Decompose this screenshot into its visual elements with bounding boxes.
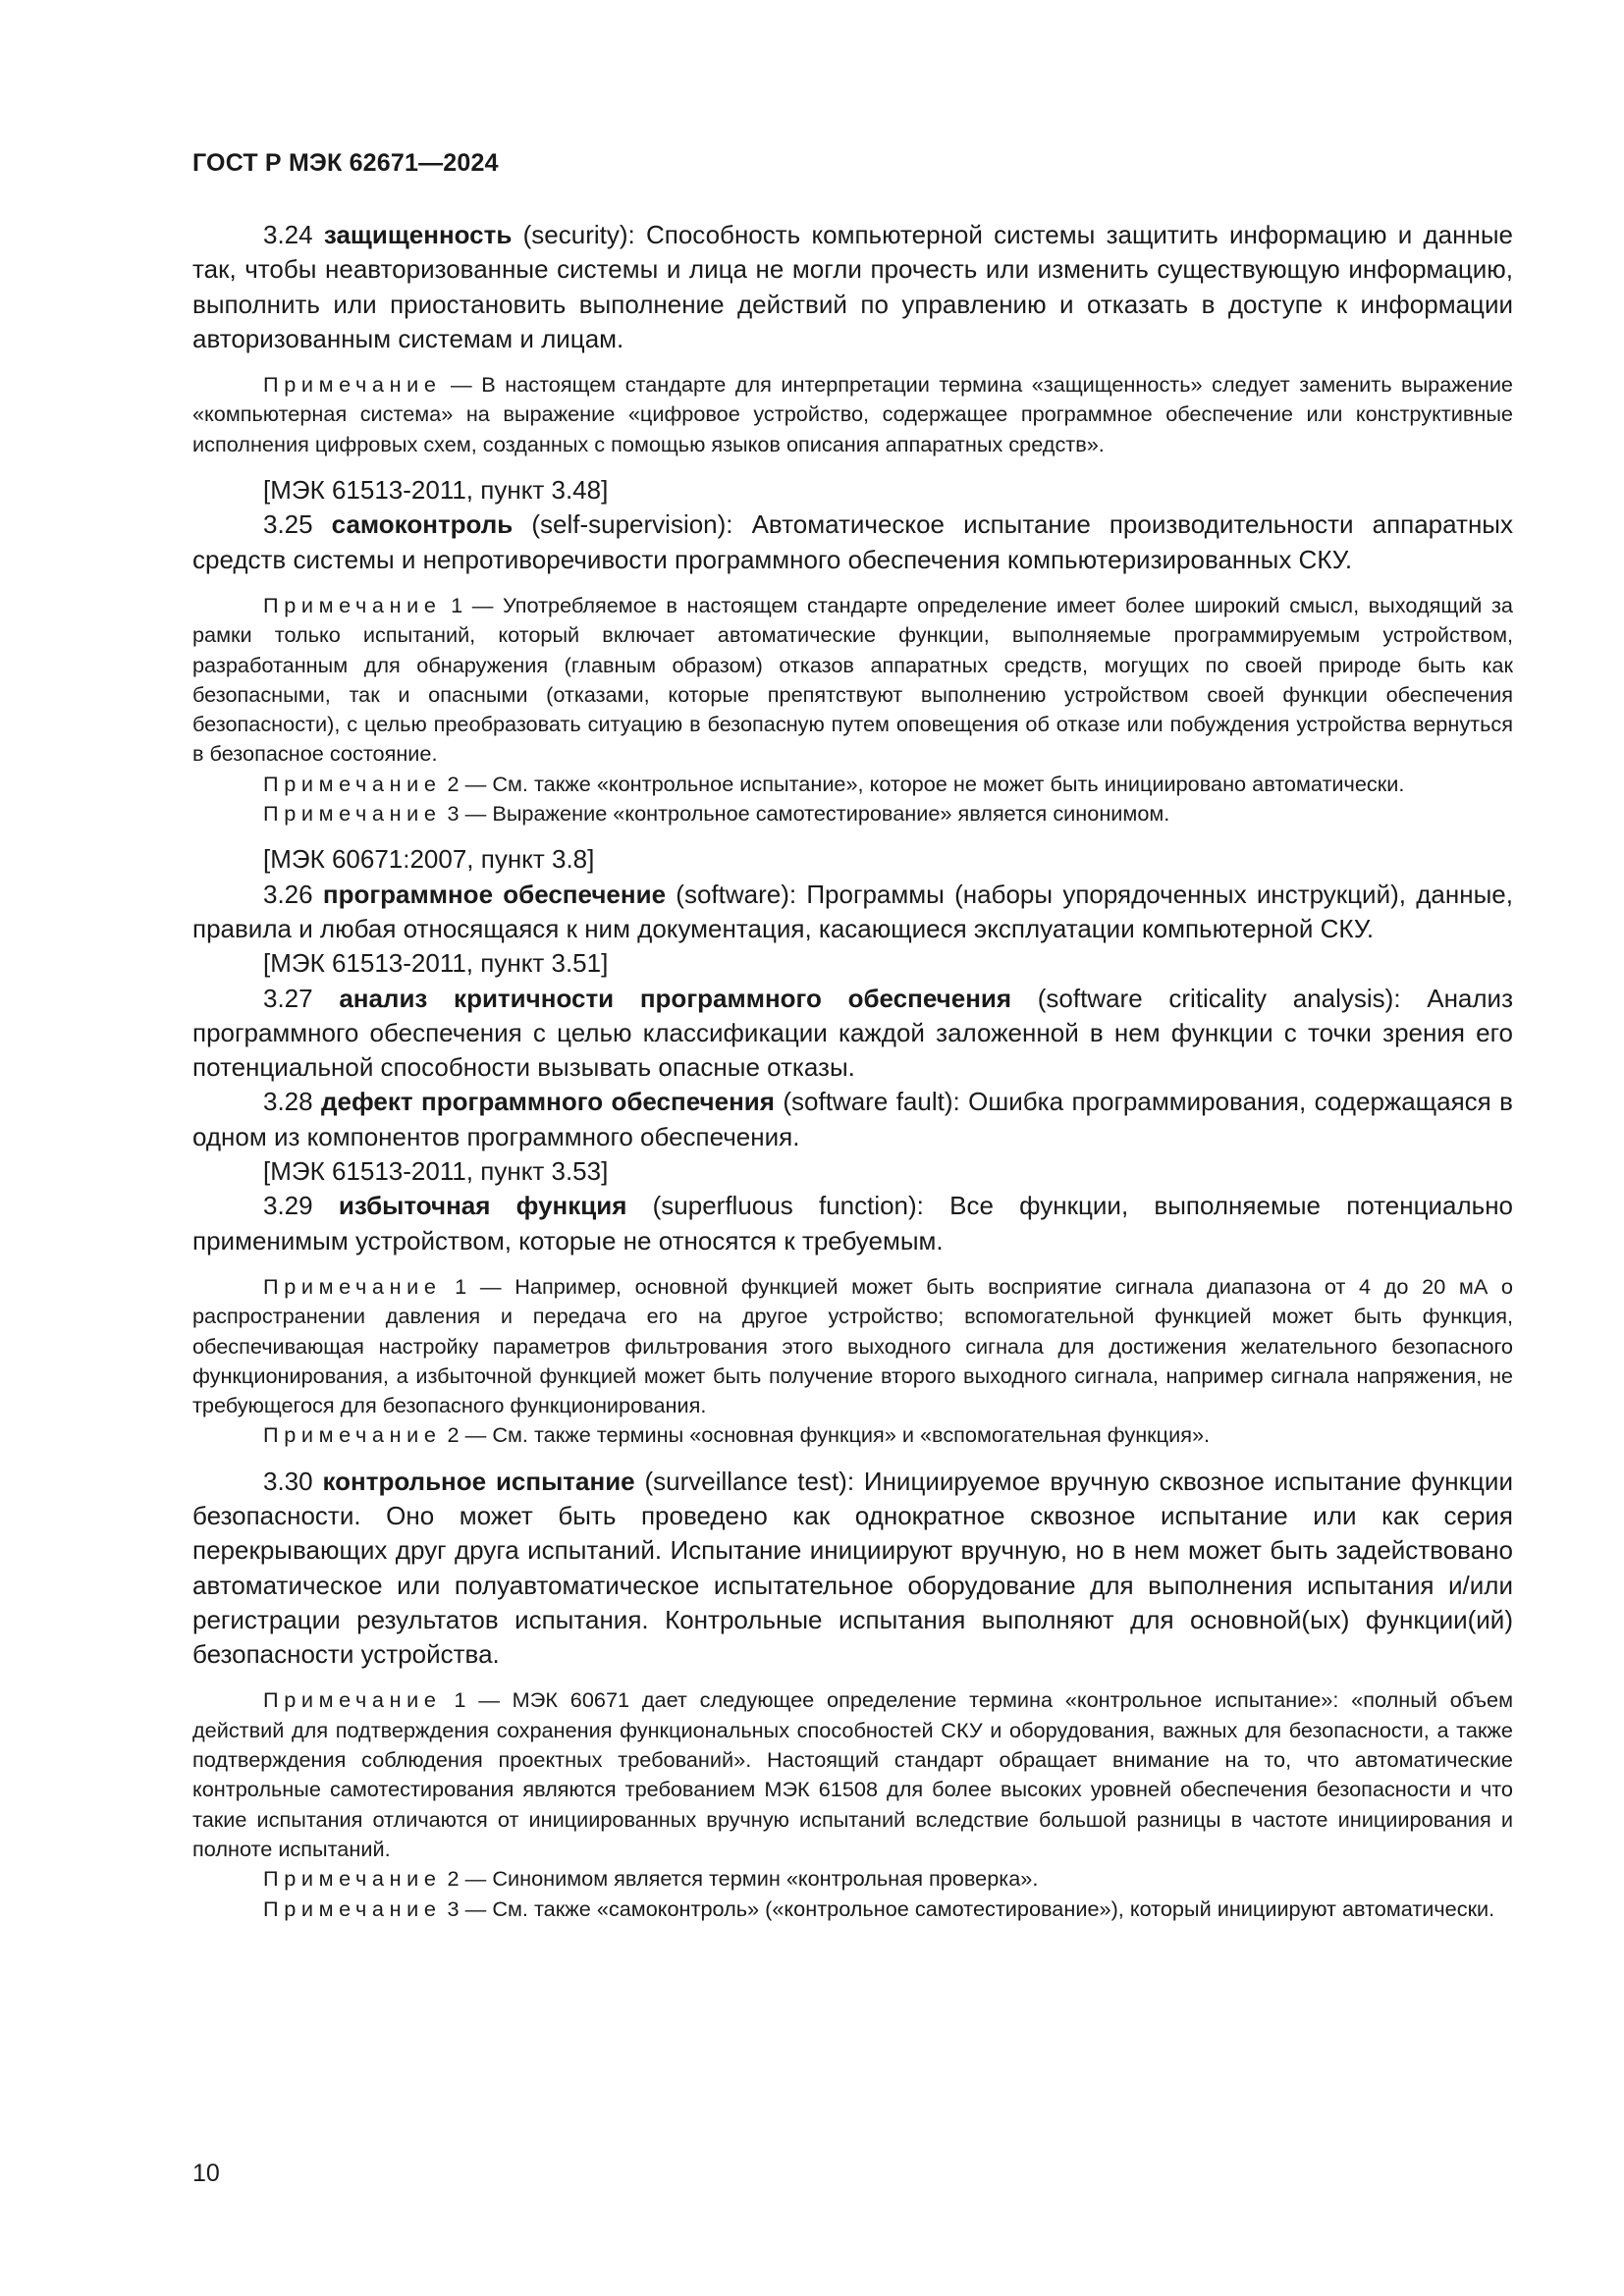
source-ref: [МЭК 61513-2011, пункт 3.53] <box>263 1156 609 1187</box>
note: Примечание 2 — См. также «контрольное испытание», которое не может быть инициировано автоматически. <box>263 771 1405 796</box>
term: контрольное испытание <box>322 1466 635 1496</box>
source-ref: [МЭК 61513-2011, пункт 3.48] <box>263 475 609 506</box>
note: Примечание 1 — МЭК 60671 дает следующее определение термина «контрольное испытание»: «полный объем действий для подтверждения сохранения функциональных способностей СКУ и оборудования, важных для безопасности, а также подтверждения соблюдения проектных требований». Настоящий стандарт обращает внимание на то, что автоматические контрольные самотестирования являются требованием МЭК 61508 для более высоких уровней обеспечения безопасности и что такие испытания отличаются от инициированных вручную испытаний вследствие большой разницы в частоте инициирования и полноте испытаний. <box>192 1687 1513 1861</box>
term: избыточная функция <box>338 1191 627 1221</box>
definition-3-27: 3.27 анализ критичности программного обеспечения (software criticality analysis): Анализ программного обеспечения с целью классификации каждой заложенной в нем функции с точки зрения его потенциальной способности вызывать опасные отказы. <box>192 983 1514 1083</box>
document-body <box>192 218 1513 1924</box>
definition-3-28: 3.28 дефект программного обеспечения (software fault): Ошибка программирования, содержащаяся в одном из компонентов программного обеспечения. <box>192 1087 1513 1151</box>
definition-3-24: 3.24 защищенность (security): Способность компьютерной системы защитить информацию и данные так, чтобы неавторизованные системы и лица не могли прочесть или изменить существующую информацию, выполнить или приостановить выполнение действий по управлению и отказать в доступе к информации авторизованным системам и лицам. <box>192 220 1513 353</box>
term: дефект программного обеспечения <box>321 1087 775 1117</box>
term: анализ критичности программного обеспечения <box>339 983 1012 1013</box>
note: Примечание — В настоящем стандарте для интерпретации термина «защищенность» следует заменить выражение «компьютерная система» на выражение «цифровое устройство, содержащее программное обеспечение или конструктивные исполнения цифровых схем, созданных с помощью языков описания аппаратных средств». <box>192 372 1513 456</box>
source-ref: [МЭК 60671:2007, пункт 3.8] <box>263 844 595 875</box>
note: Примечание 2 — См. также термины «основная функция» и «вспомогательная функция». <box>263 1422 1211 1448</box>
source-ref: [МЭК 61513-2011, пункт 3.51] <box>263 948 609 979</box>
term: самоконтроль <box>331 509 514 540</box>
standard-header: ГОСТ Р МЭК 62671—2024 <box>192 149 499 177</box>
note: Примечание 3 — См. также «самоконтроль» («контрольное самотестирование»), который инициируют автоматически. <box>263 1896 1495 1921</box>
term: защищенность <box>323 220 513 249</box>
definition-3-25: 3.25 самоконтроль (self-supervision): Автоматическое испытание производительности аппаратных средств системы и непротиворечивости программного обеспечения компьютеризированных СКУ. <box>192 509 1513 574</box>
note: Примечание 3 — Выражение «контрольное самотестирование» является синонимом. <box>263 801 1170 827</box>
term: программное обеспечение <box>322 879 667 909</box>
definition-3-26: 3.26 программное обеспечение (software): Программы (наборы упорядоченных инструкций), данные, правила и любая относящаяся к ним документация, касающиеся эксплуатации компьютерной СКУ. <box>192 879 1513 943</box>
note: Примечание 2 — Синонимом является термин «контрольная проверка». <box>263 1866 1039 1892</box>
definition-3-29: 3.29 избыточная функция (superfluous function): Все функции, выполняемые потенциально применимым устройством, которые не относятся к требуемым. <box>192 1191 1514 1255</box>
definition-3-30: 3.30 контрольное испытание (surveillance test): Инициируемое вручную сквозное испытание функции безопасности. Оно может быть проведено как однократное сквозное испытание или как серия перекрывающих друг друга испытаний. Испытание инициируют вручную, но в нем может быть задействовано автоматическое или полуавтоматическое испытательное оборудование для выполнения испытания и/или регистрации результатов испытания. Контрольные испытания выполняют для основной(ых) функции(ий) безопасности устройства. <box>192 1466 1513 1670</box>
page-number: 10 <box>192 2160 220 2187</box>
note: Примечание 1 — Например, основной функцией может быть восприятие сигнала диапазона от 4 до 20 мА о распространении давления и передача его на другое устройство; вспомогательной функцией может быть функция, обеспечивающая настройку параметров фильтрования этого выходного сигнала для достижения желательного безопасного функционирования, а избыточной функцией может быть получение второго выходного сигнала, например сигнала напряжения, не требующегося для безопасного функционирования. <box>192 1273 1513 1418</box>
note: Примечание 1 — Употребляемое в настоящем стандарте определение имеет более широкий смысл, выходящий за рамки только испытаний, который включает автоматические функции, выполняемые программируемым устройством, разработанным для обнаружения (главным образом) отказов аппаратных средств, могущих по своей природе быть как безопасными, так и опасными (отказами, которые препятствуют выполнению устройством своей функции обеспечения безопасности), с целью преобразовать ситуацию в безопасную путем оповещения об отказе или побуждения устройства вернуться в безопасное состояние. <box>192 592 1513 767</box>
